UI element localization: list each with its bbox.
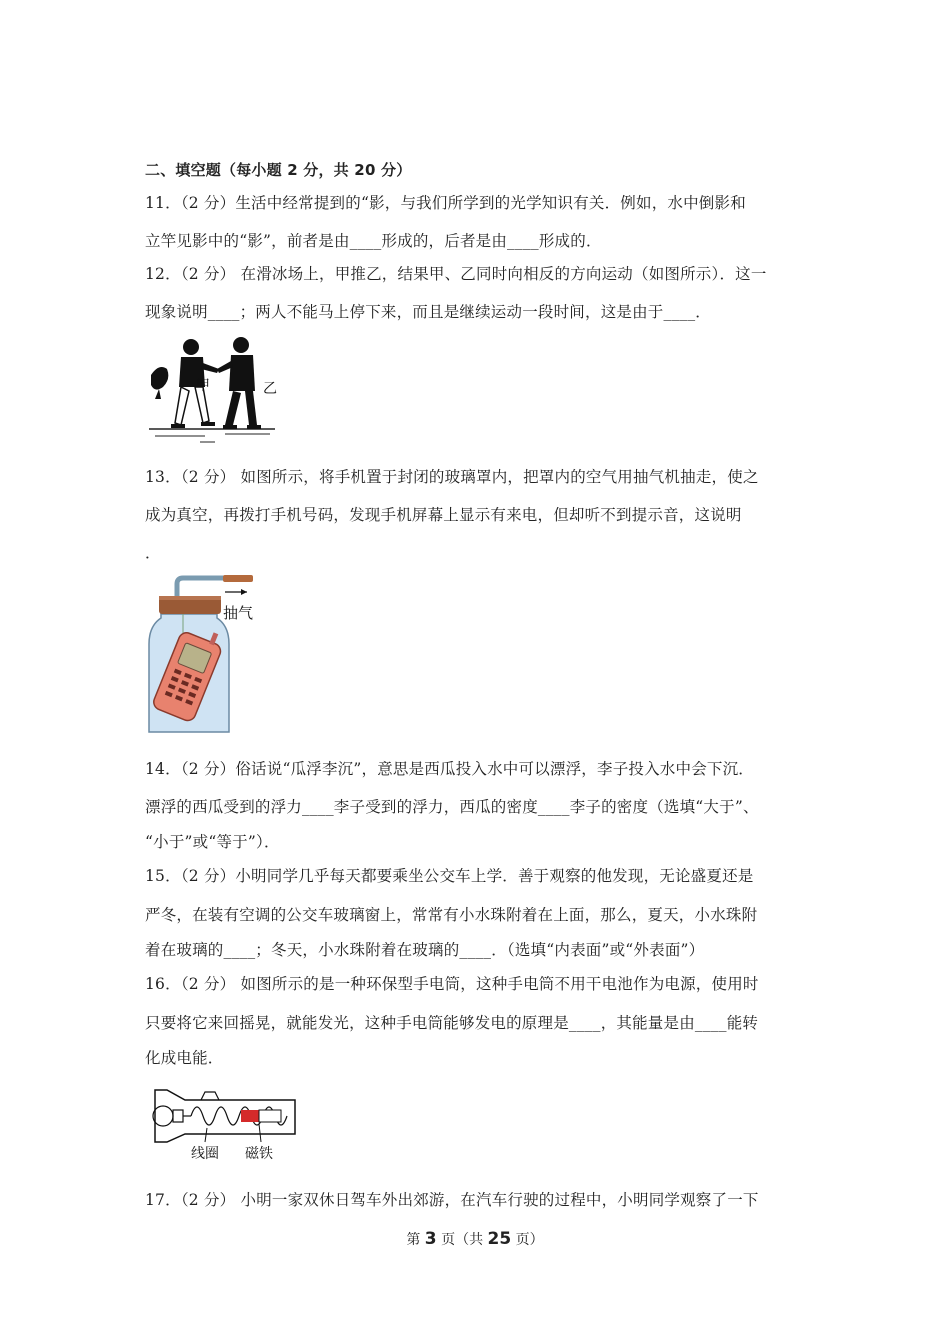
q12-line-2: 现象说明____；两人不能马上停下来，而且是继续运动一段时间，这是由于____． [145,303,712,321]
q11-line-1: 11．（2 分）生活中经常提到的“影，与我们所学到的光学知识有关．例如，水中倒影和 [145,194,746,212]
footer-total-pages: 25 [487,1229,512,1249]
q14-line-1: 14．（2 分）俗话说“瓜浮李沉”，意思是西瓜投入水中可以漂浮，李子投入水中会下沉． [145,760,755,778]
footer-page-number: 3 [424,1229,437,1249]
label-pump-air: 抽气 [223,604,254,622]
footer-middle: 页（共 [441,1232,484,1248]
label-jia: 甲 [196,378,210,394]
label-coil: 线圈 [191,1146,219,1162]
q14-line-3: “小于”或“等于”）． [145,833,280,851]
footer-prefix: 第 [406,1232,421,1248]
q15-line-2: 严冬，在装有空调的公交车玻璃窗上，常常有小水珠附着在上面，那么，夏天，小水珠附 [145,906,758,924]
q11-line-2: 立竿见影中的“影”，前者是由____形成的，后者是由____形成的． [145,232,602,250]
label-magnet: 磁铁 [245,1146,273,1162]
q15-line-1: 15．（2 分）小明同学几乎每天都要乘坐公交车上学．善于观察的他发现，无论盛夏还是 [145,867,754,885]
bell-jar-figure [145,574,265,738]
q17-line-1: 17．（2 分） 小明一家双休日驾车外出郊游，在汽车行驶的过程中，小明同学观察了一下 [145,1191,759,1209]
footer-suffix: 页） [515,1232,544,1248]
q14-line-2: 漂浮的西瓜受到的浮力____李子受到的浮力，西瓜的密度____李子的密度（选填“大于”、 [145,798,759,816]
section-title: 二、填空题（每小题 2 分，共 20 分） [145,161,412,179]
label-yi: 乙 [263,381,277,397]
q13-line-2: 成为真空，再拨打手机号码，发现手机屏幕上显示有来电，但却听不到提示音，这说明 [145,506,742,524]
q13-line-1: 13．（2 分） 如图所示，将手机置于封闭的玻璃罩内，把罩内的空气用抽气机抽走，使之 [145,468,759,486]
flashlight-figure [145,1080,305,1164]
q16-line-1: 16．（2 分） 如图所示的是一种环保型手电筒，这种手电筒不用干电池作为电源，使用时 [145,975,759,993]
q13-line-3: ． [145,544,161,562]
page-footer [0,1229,950,1249]
q15-line-3: 着在玻璃的____；冬天，小水珠附着在玻璃的____．（选填“内表面”或“外表面”） [145,941,705,959]
q16-line-2: 只要将它来回摇晃，就能发光，这种手电筒能够发电的原理是____，其能量是由____能转 [145,1014,759,1032]
q12-line-1: 12．（2 分） 在滑冰场上，甲推乙，结果甲、乙同时向相反的方向运动（如图所示）．这一 [145,265,767,283]
q16-line-3: 化成电能． [145,1049,224,1067]
skaters-figure [145,333,285,445]
